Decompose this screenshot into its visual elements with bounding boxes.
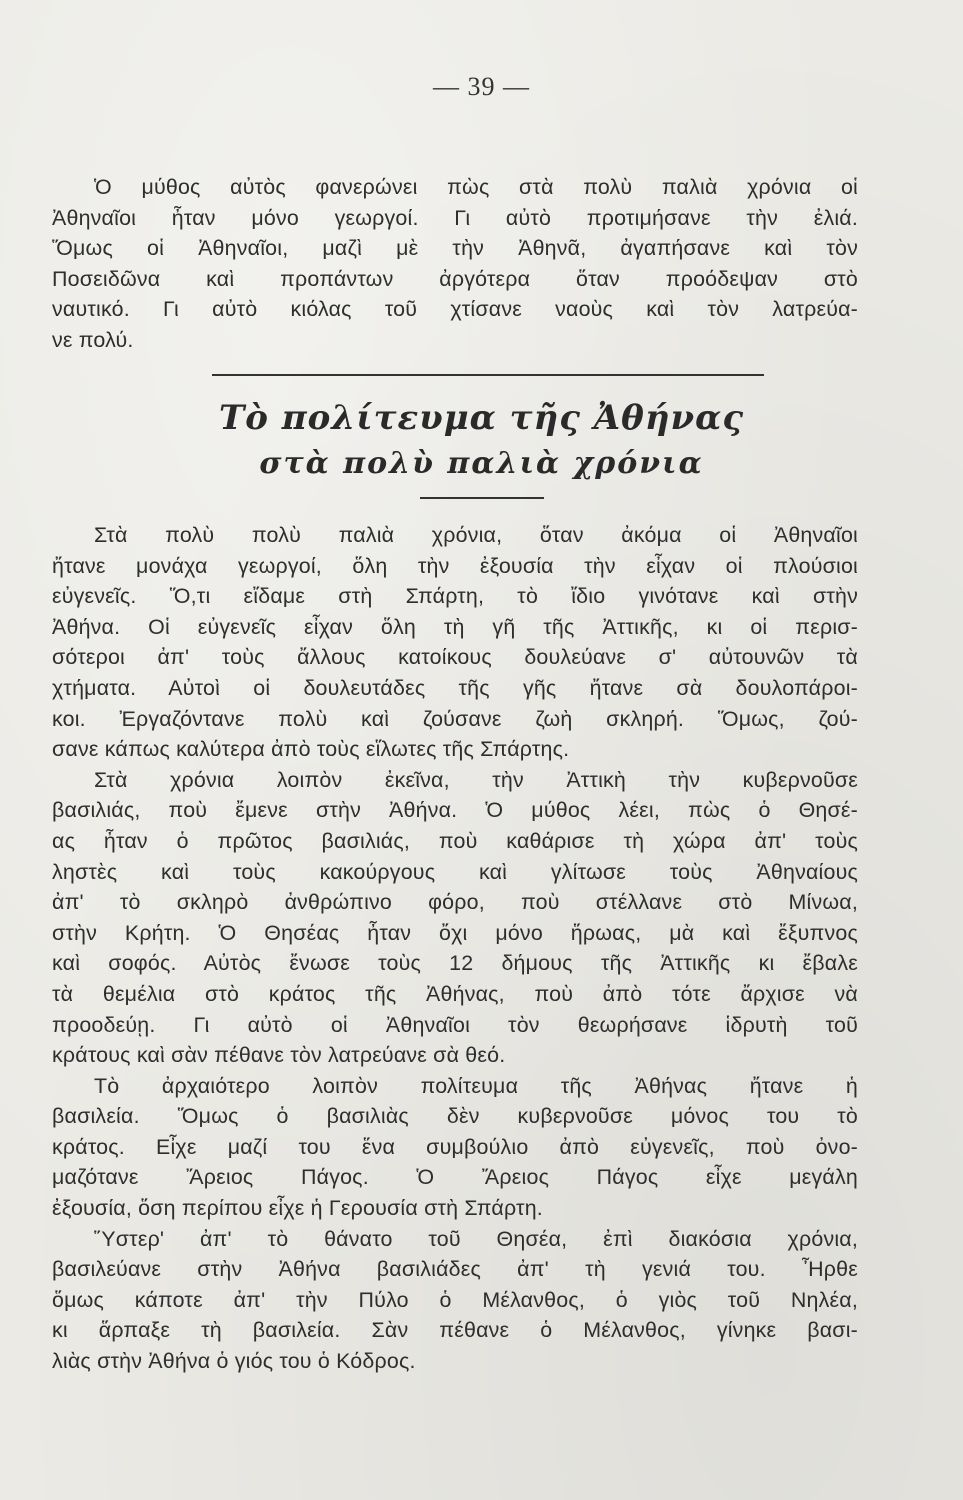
text-line: κι ἅρπαξε τὴ βασιλεία. Σὰν πέθανε ὁ Μέλανθος, γίνηκε βασι-	[52, 1318, 858, 1343]
text-line: στὴν Κρήτη. Ὁ Θησέας ἦταν ὄχι μόνο ἥρωας, μὰ καὶ ἔξυπνος	[52, 920, 858, 945]
text-line: λιὰς στὴν Ἀθήνα ὁ γιός του ὁ Κόδρος.	[52, 1349, 416, 1374]
text-line: εὐγενεῖς. Ὅ,τι εἴδαμε στὴ Σπάρτη, τὸ ἴδιο γινότανε καὶ στὴν	[52, 584, 858, 609]
section-subtitle: στὰ πολὺ παλιὰ χρόνια	[259, 446, 704, 481]
intro-paragraph	[52, 172, 858, 356]
text-line: σότεροι ἀπ' τοὺς ἄλλους κατοίκους δουλεύανε σ' αὐτουνῶν τὰ	[52, 645, 858, 670]
section-title: Τὸ πολίτευμα τῆς Ἀθήνας	[218, 398, 745, 438]
text-line: Στὰ πολὺ πολὺ παλιὰ χρόνια, ὅταν ἀκόμα οἱ Ἀθηναῖοι	[94, 523, 858, 547]
paragraph	[52, 1071, 858, 1224]
text-line: ἐξουσία, ὅση περίπου εἶχε ἡ Γερουσία στὴ Σπάρτη.	[52, 1196, 543, 1221]
text-line: τὰ θεμέλια στὸ κράτος τῆς Ἀθήνας, ποὺ ἀπὸ τότε ἄρχισε νὰ	[52, 981, 858, 1006]
text-line: Στὰ χρόνια λοιπὸν ἐκεῖνα, τὴν Ἀττικὴ τὴν κυβερνοῦσε	[94, 767, 858, 792]
section-divider	[212, 374, 764, 376]
text-line: κράτους καὶ σὰν πέθανε τὸν λατρεύανε σὰ θεό.	[52, 1043, 506, 1068]
text-line: ληστὲς καὶ τοὺς κακούργους καὶ γλίτωσε τοὺς Ἀθηναίους	[52, 859, 858, 884]
text-line: ἤτανε μονάχα γεωργοί, ὅλη τὴν ἐξουσία τὴν εἶχαν οἱ πλούσιοι	[52, 553, 858, 578]
text-line: Ποσειδῶνα καὶ προπάντων ἀργότερα ὅταν προόδεψαν στὸ	[52, 266, 858, 291]
paragraph	[52, 1224, 858, 1377]
text-line: νε πολύ.	[52, 327, 134, 352]
paragraph	[52, 765, 858, 1071]
text-line: ναυτικό. Γι αὐτὸ κιόλας τοῦ χτίσανε ναοὺς καὶ τὸν λατρεύα-	[52, 297, 858, 322]
title-underline	[420, 497, 544, 499]
text-line: μαζότανε Ἄρειος Πάγος. Ὁ Ἄρειος Πάγος εἶχε μεγάλη	[52, 1165, 858, 1190]
text-line: σανε κάπως καλύτερα ἀπὸ τοὺς εἵλωτες τῆς Σπάρτης.	[52, 737, 570, 762]
text-line: καὶ σοφός. Αὐτὸς ἔνωσε τοὺς 12 δήμους τῆς Ἀττικῆς κι ἔβαλε	[52, 951, 858, 976]
text-line: ας ἦταν ὁ πρῶτος βασιλιάς, ποὺ καθάρισε τὴ χώρα ἀπ' τοὺς	[52, 828, 858, 853]
text-line: Ὕστερ' ἀπ' τὸ θάνατο τοῦ Θησέα, ἐπὶ διακόσια χρόνια,	[94, 1226, 858, 1251]
text-line: βασιλιάς, ποὺ ἔμενε στὴν Ἀθήνα. Ὁ μύθος λέει, πὼς ὁ Θησέ-	[52, 798, 858, 823]
text-line: προοδεύῃ. Γι αὐτὸ οἱ Ἀθηναῖοι τὸν θεωρήσανε ἱδρυτὴ τοῦ	[52, 1012, 858, 1037]
text-line: χτήματα. Αὐτοὶ οἱ δουλευτάδες τῆς γῆς ἤτανε σὰ δουλοπάροι-	[52, 675, 858, 700]
text-line: Τὸ ἀρχαιότερο λοιπὸν πολίτευμα τῆς Ἀθήνας ἤτανε ἡ	[94, 1073, 858, 1098]
section-body	[52, 520, 858, 1377]
text-line: κοι. Ἐργαζόντανε πολὺ καὶ ζούσανε ζωὴ σκληρή. Ὅμως, ζού-	[52, 706, 858, 731]
text-line: βασιλεύανε στὴν Ἀθήνα βασιλιάδες ἀπ' τὴ γενιά του. Ἦρθε	[52, 1257, 858, 1282]
page-number: — 39 —	[433, 72, 530, 101]
paragraph	[52, 520, 858, 765]
text-line: Ἀθηναῖοι ἦταν μόνο γεωργοί. Γι αὐτὸ προτιμήσανε τὴν ἐλιά.	[52, 205, 858, 230]
text-line: ὅμως κάποτε ἀπ' τὴν Πύλο ὁ Μέλανθος, ὁ γιὸς τοῦ Νηλέα,	[52, 1287, 858, 1312]
text-line: Ὁ μύθος αὐτὸς φανερώνει πὼς στὰ πολὺ παλιὰ χρόνια οἱ	[94, 175, 858, 199]
text-line: κράτος. Εἶχε μαζί του ἕνα συμβούλιο ἀπὸ εὐγενεῖς, ποὺ ὀνο-	[52, 1134, 858, 1159]
text-line: ἀπ' τὸ σκληρὸ ἀνθρώπινο φόρο, ποὺ στέλλανε στὸ Μίνωα,	[52, 890, 858, 915]
text-line: Ἀθήνα. Οἱ εὐγενεῖς εἶχαν ὅλη τὴ γῆ τῆς Ἀττικῆς, κι οἱ περισ-	[52, 614, 858, 639]
text-line: βασιλεία. Ὅμως ὁ βασιλιὰς δὲν κυβερνοῦσε μόνος του τὸ	[52, 1104, 858, 1129]
text-line: Ὅμως οἱ Ἀθηναῖοι, μαζὶ μὲ τὴν Ἀθηνᾶ, ἀγαπήσανε καὶ τὸν	[52, 236, 858, 261]
